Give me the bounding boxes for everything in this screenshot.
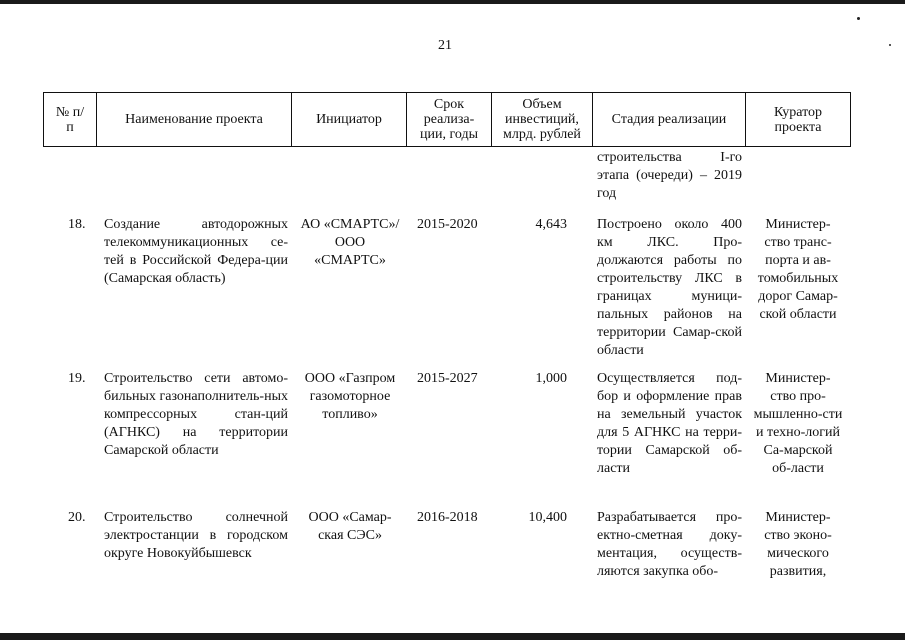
- scan-speck: [857, 17, 860, 20]
- row-number: 19.: [68, 371, 86, 386]
- initiator: ООО «Самар-ская СЭС»: [308, 510, 392, 543]
- header-investment: Объем инвестиций, млрд. рублей: [503, 97, 581, 142]
- investment: 4,643: [535, 217, 567, 232]
- header-number: № п/п: [55, 104, 85, 135]
- scan-speck: [889, 44, 891, 46]
- bottom-scan-border: [0, 633, 905, 640]
- header-period: Срок реализа-ции, годы: [420, 97, 478, 142]
- project-name: Создание автодорожных телекоммуникационных се-тей в Российской Федера-ции (Самарская область): [104, 217, 288, 286]
- header-initiator: Инициатор: [316, 112, 382, 127]
- stage: Разрабатывается про-ектно-сметная доку-ментация, осуществ-ляются закупка обо-: [597, 510, 742, 579]
- continuation-stage-text: строительства I-го этапа (очереди) – 2019 год: [597, 150, 742, 201]
- table-header: [43, 92, 851, 147]
- period: 2015-2027: [417, 371, 478, 386]
- header-stage: Стадия реализации: [611, 112, 727, 127]
- header-project-name: Наименование проекта: [125, 112, 263, 127]
- stage: Построено около 400 км ЛКС. Про-должаются работы по строительству ЛКС в границах муници-пальных районов на территории Самар-ской области: [597, 217, 742, 358]
- header-curator: Куратор проекта: [773, 104, 823, 135]
- initiator: ООО «Газпром газомоторное топливо»: [304, 371, 396, 422]
- curator: Министер-ство эконо-мического развития,: [764, 510, 832, 579]
- period: 2016-2018: [417, 510, 478, 525]
- curator: Министер-ство транс-порта и ав-томобильных дорог Самар-ской области: [757, 217, 839, 322]
- page-number: 21: [438, 38, 452, 53]
- row-number: 18.: [68, 217, 86, 232]
- investment: 1,000: [535, 371, 567, 386]
- initiator: АО «СМАРТС»/ ООО «СМАРТС»: [300, 217, 400, 268]
- investment: 10,400: [528, 510, 567, 525]
- curator: Министер-ство про-мышленно-сти и техно-логий Са-марской об-ласти: [753, 371, 843, 476]
- project-name: Строительство солнечной электростанции в городском округе Новокуйбышевск: [104, 510, 288, 561]
- project-name: Строительство сети автомо-бильных газонаполнитель-ных компрессорных стан-ций (АГНКС) на территории Самарской области: [104, 371, 288, 458]
- top-scan-border: [0, 0, 905, 4]
- stage: Осуществляется под-бор и оформление прав на земельный участок для 5 АГНКС на терри-тории Самарской об-ласти: [597, 371, 742, 476]
- row-number: 20.: [68, 510, 86, 525]
- period: 2015-2020: [417, 217, 478, 232]
